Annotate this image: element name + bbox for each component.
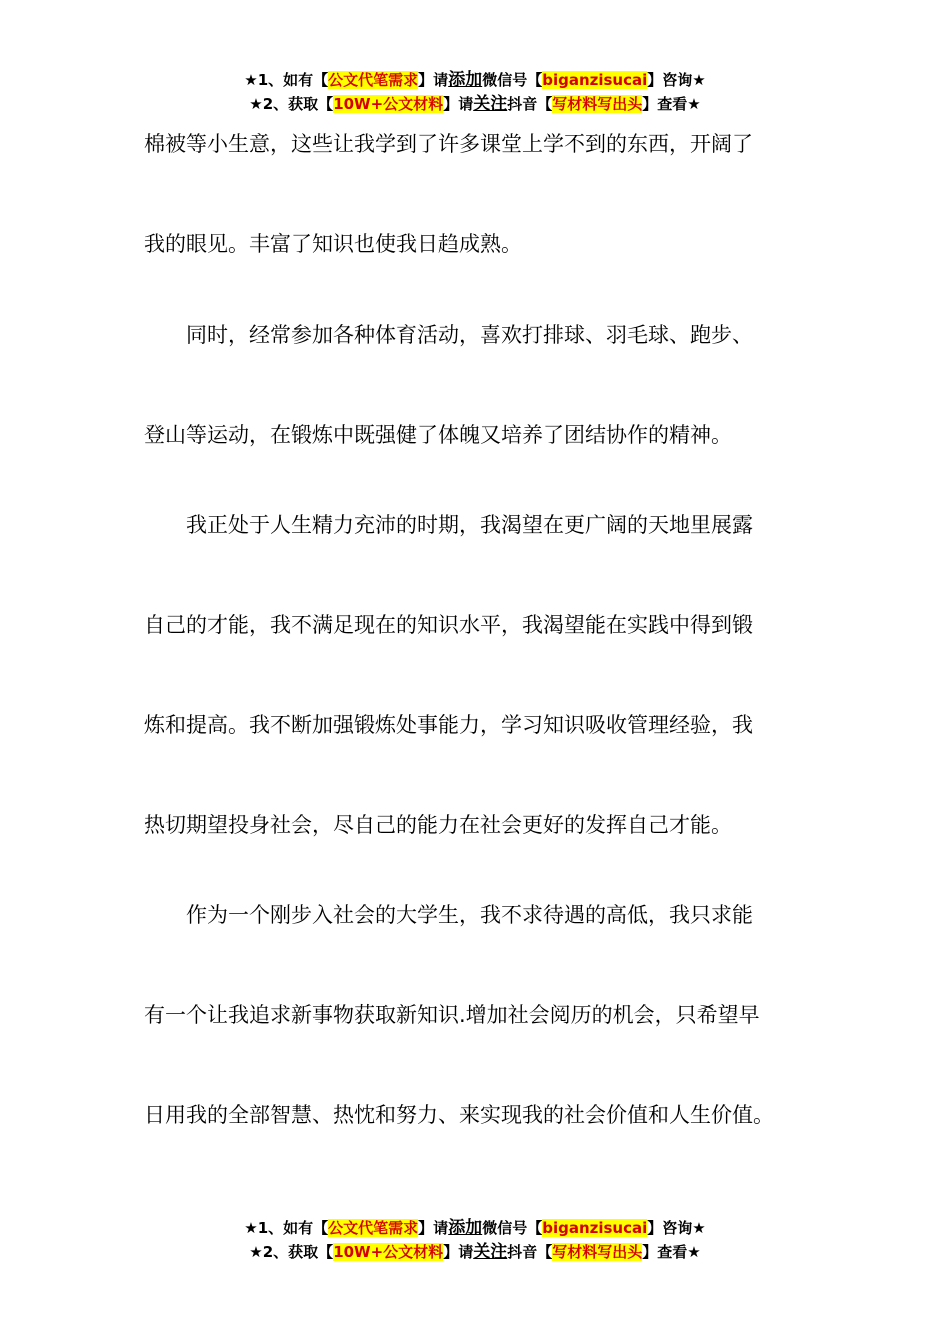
banner-highlight: 公文代笔需求 <box>328 1219 419 1237</box>
banner-text: 】咨询★ <box>647 71 706 89</box>
banner-text: 】请 <box>418 71 449 89</box>
banner-text: 抖音【 <box>507 1243 553 1261</box>
banner-text: ★1、如有【 <box>244 1219 329 1237</box>
banner-emphasis: 关注 <box>473 94 508 114</box>
body-line: 日用我的全部智慧、热忱和努力、来实现我的社会价值和人生价值。 <box>144 1103 774 1127</box>
footer-banner <box>0 1216 950 1264</box>
banner-highlight: 写材料写出头 <box>552 1243 643 1261</box>
body-line: 自己的才能，我不满足现在的知识水平，我渴望能在实践中得到锻 <box>144 613 753 637</box>
body-line: 作为一个刚步入社会的大学生，我不求待遇的高低，我只求能 <box>144 903 753 927</box>
banner-highlight: biganzisucai <box>542 71 648 89</box>
banner-text: 】查看★ <box>642 1243 701 1261</box>
banner-highlight: 公文代笔需求 <box>328 71 419 89</box>
body-line: 热切期望投身社会，尽自己的能力在社会更好的发挥自己才能。 <box>144 813 732 837</box>
header-banner <box>0 68 950 116</box>
banner-text: 】咨询★ <box>647 1219 706 1237</box>
banner-line-1 <box>0 68 950 92</box>
banner-text: 微信号【 <box>482 71 543 89</box>
banner-highlight: 写材料写出头 <box>552 95 643 113</box>
banner-emphasis: 关注 <box>473 1242 508 1262</box>
banner-text: 】请 <box>418 1219 449 1237</box>
banner-emphasis: 添加 <box>448 70 483 90</box>
banner-line-1 <box>0 1216 950 1240</box>
banner-emphasis: 添加 <box>448 1218 483 1238</box>
body-line: 炼和提高。我不断加强锻炼处事能力，学习知识吸收管理经验，我 <box>144 713 753 737</box>
banner-highlight: biganzisucai <box>542 1219 648 1237</box>
body-line: 同时，经常参加各种体育活动，喜欢打排球、羽毛球、跑步、 <box>144 323 753 347</box>
body-line: 有一个让我追求新事物获取新知识.增加社会阅历的机会，只希望早 <box>144 1003 760 1027</box>
banner-text: 】请 <box>443 1243 474 1261</box>
banner-text: 】查看★ <box>642 95 701 113</box>
body-line: 我正处于人生精力充沛的时期，我渴望在更广阔的天地里展露 <box>144 513 753 537</box>
banner-text: ★1、如有【 <box>244 71 329 89</box>
banner-highlight: 10W+公文材料 <box>333 95 444 113</box>
banner-text: 微信号【 <box>482 1219 543 1237</box>
banner-text: 抖音【 <box>507 95 553 113</box>
banner-text: ★2、获取【 <box>249 95 334 113</box>
banner-line-2 <box>0 1240 950 1264</box>
banner-line-2 <box>0 92 950 116</box>
banner-highlight: 10W+公文材料 <box>333 1243 444 1261</box>
body-line: 棉被等小生意，这些让我学到了许多课堂上学不到的东西，开阔了 <box>144 132 753 156</box>
banner-text: ★2、获取【 <box>249 1243 334 1261</box>
body-line: 登山等运动，在锻炼中既强健了体魄又培养了团结协作的精神。 <box>144 423 732 447</box>
banner-text: 】请 <box>443 95 474 113</box>
body-line: 我的眼见。丰富了知识也使我日趋成熟。 <box>144 232 522 256</box>
